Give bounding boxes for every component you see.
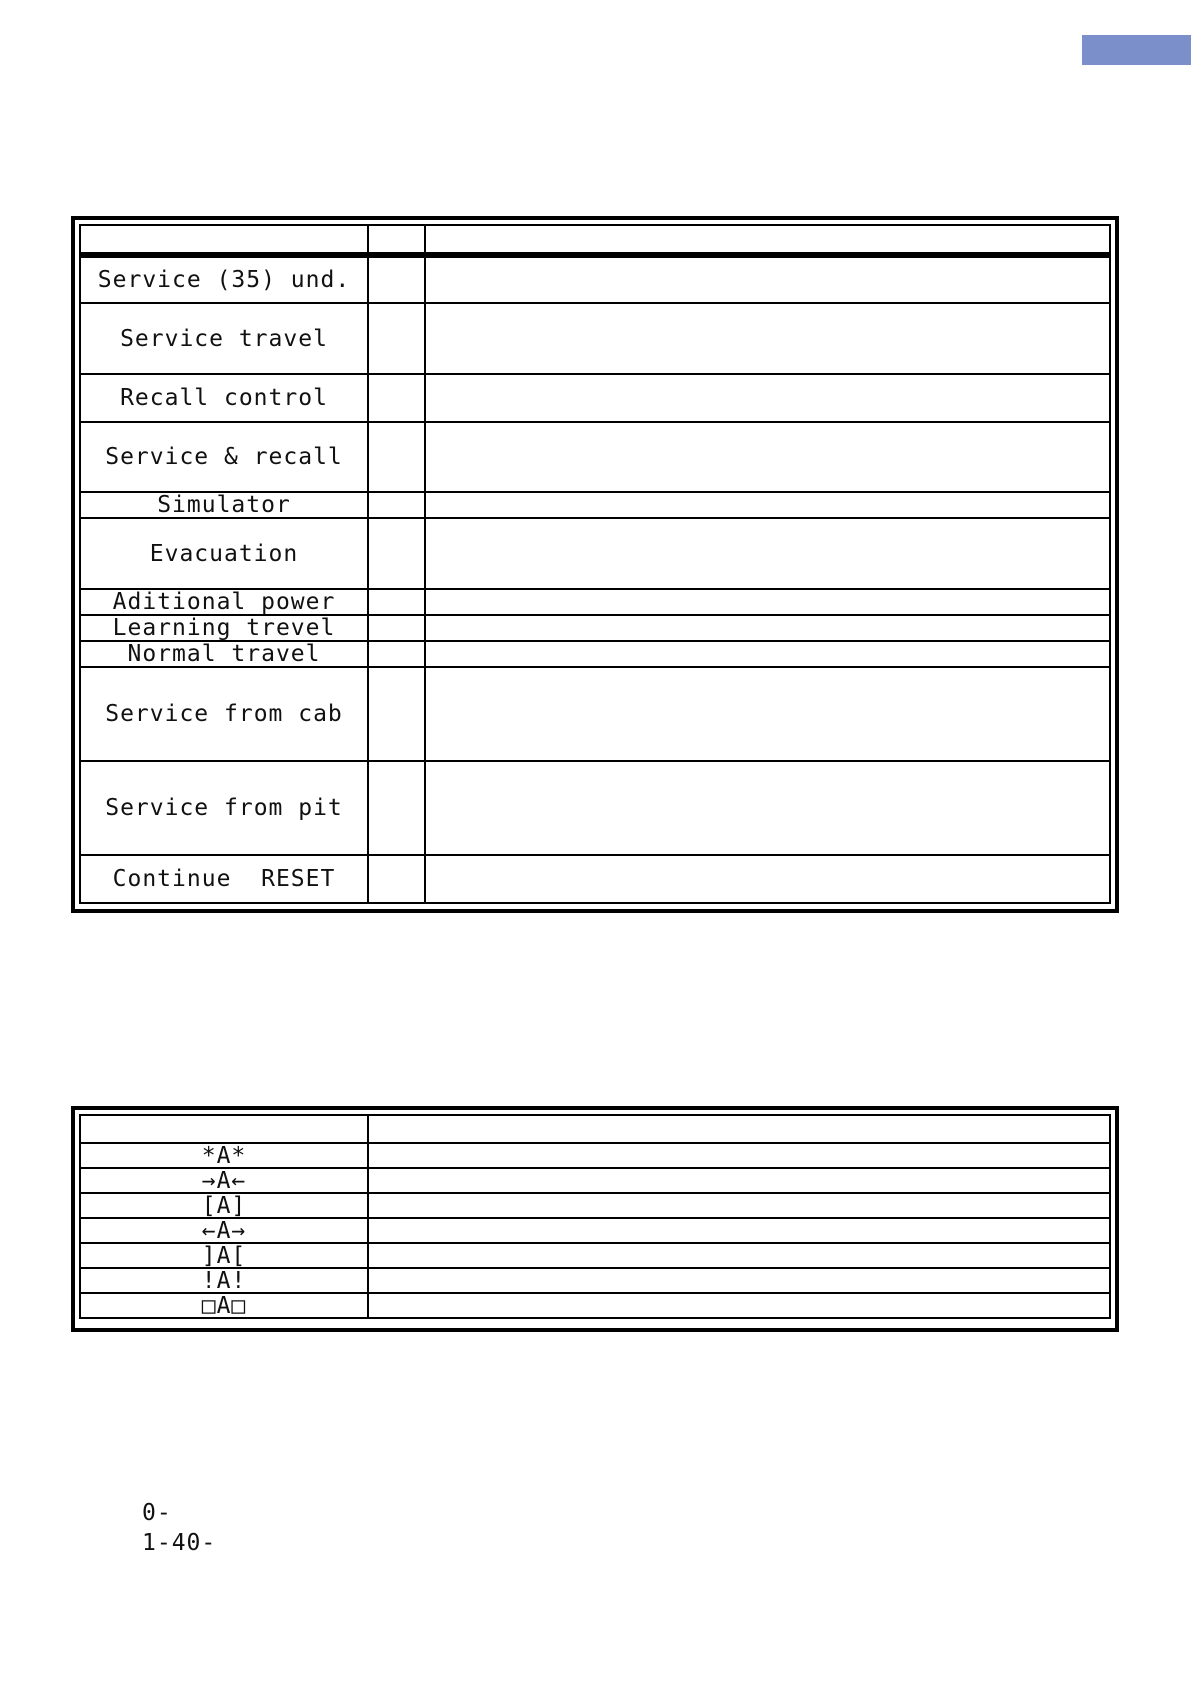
table-row — [80, 1168, 1110, 1193]
modes-table — [79, 224, 1111, 904]
mode-code — [368, 422, 425, 492]
mode-description — [425, 303, 1110, 374]
mode-description — [425, 255, 1110, 303]
symbol-description — [368, 1218, 1110, 1243]
table-row — [80, 255, 1110, 303]
mode-label: Recall control — [80, 374, 368, 422]
mode-code — [368, 255, 425, 303]
mode-label: Aditional power — [80, 589, 368, 615]
table-row — [80, 422, 1110, 492]
mode-code — [368, 303, 425, 374]
header-description — [425, 225, 1110, 255]
table-row — [80, 641, 1110, 667]
code-line-0: 0- — [142, 1500, 172, 1526]
table-row — [80, 855, 1110, 903]
symbol-label: ]A[ — [80, 1243, 368, 1268]
symbol-description — [368, 1268, 1110, 1293]
table-row — [80, 761, 1110, 855]
header-symbol-description — [368, 1115, 1110, 1143]
table-row — [80, 303, 1110, 374]
table-row — [80, 518, 1110, 589]
mode-code — [368, 641, 425, 667]
header-mode — [80, 225, 368, 255]
modes-table-frame — [71, 216, 1119, 913]
mode-description — [425, 615, 1110, 641]
header-code — [368, 225, 425, 255]
symbols-table — [79, 1114, 1111, 1319]
mode-code — [368, 667, 425, 761]
mode-code — [368, 589, 425, 615]
mode-label: Service from cab — [80, 667, 368, 761]
symbol-description — [368, 1193, 1110, 1218]
mode-label: Simulator — [80, 492, 368, 518]
mode-description — [425, 374, 1110, 422]
mode-code — [368, 761, 425, 855]
table-row — [80, 1218, 1110, 1243]
code-line-1: 1-40- — [142, 1530, 217, 1556]
mode-code — [368, 374, 425, 422]
mode-description — [425, 667, 1110, 761]
symbol-label: *A* — [80, 1143, 368, 1168]
mode-description — [425, 761, 1110, 855]
symbol-label: [A] — [80, 1193, 368, 1218]
mode-code — [368, 492, 425, 518]
symbol-label: !A! — [80, 1268, 368, 1293]
mode-label: Continue RESET — [80, 855, 368, 903]
table-row — [80, 667, 1110, 761]
mode-description — [425, 855, 1110, 903]
symbols-table-header — [80, 1115, 1110, 1143]
table-row — [80, 615, 1110, 641]
table-row — [80, 1243, 1110, 1268]
mode-label: Service from pit — [80, 761, 368, 855]
mode-description — [425, 422, 1110, 492]
symbol-label: ←A→ — [80, 1218, 368, 1243]
mode-label: Service travel — [80, 303, 368, 374]
mode-code — [368, 615, 425, 641]
mode-description — [425, 641, 1110, 667]
table-row — [80, 374, 1110, 422]
modes-table-header — [80, 225, 1110, 255]
header-symbol — [80, 1115, 368, 1143]
mode-description — [425, 492, 1110, 518]
symbol-label: □A□ — [80, 1293, 368, 1318]
corner-page-tab — [1082, 35, 1191, 65]
symbols-table-frame — [71, 1106, 1119, 1332]
mode-description — [425, 518, 1110, 589]
mode-description — [425, 589, 1110, 615]
mode-label: Service (35) und. — [80, 255, 368, 303]
mode-label: Learning trevel — [80, 615, 368, 641]
mode-label: Normal travel — [80, 641, 368, 667]
mode-label: Service & recall — [80, 422, 368, 492]
symbol-description — [368, 1243, 1110, 1268]
symbol-description — [368, 1168, 1110, 1193]
symbol-label: →A← — [80, 1168, 368, 1193]
table-row — [80, 589, 1110, 615]
table-row — [80, 492, 1110, 518]
table-row — [80, 1293, 1110, 1318]
mode-code — [368, 518, 425, 589]
symbol-description — [368, 1143, 1110, 1168]
table-row — [80, 1193, 1110, 1218]
symbol-description — [368, 1293, 1110, 1318]
table-row — [80, 1143, 1110, 1168]
mode-code — [368, 855, 425, 903]
table-row — [80, 1268, 1110, 1293]
mode-label: Evacuation — [80, 518, 368, 589]
